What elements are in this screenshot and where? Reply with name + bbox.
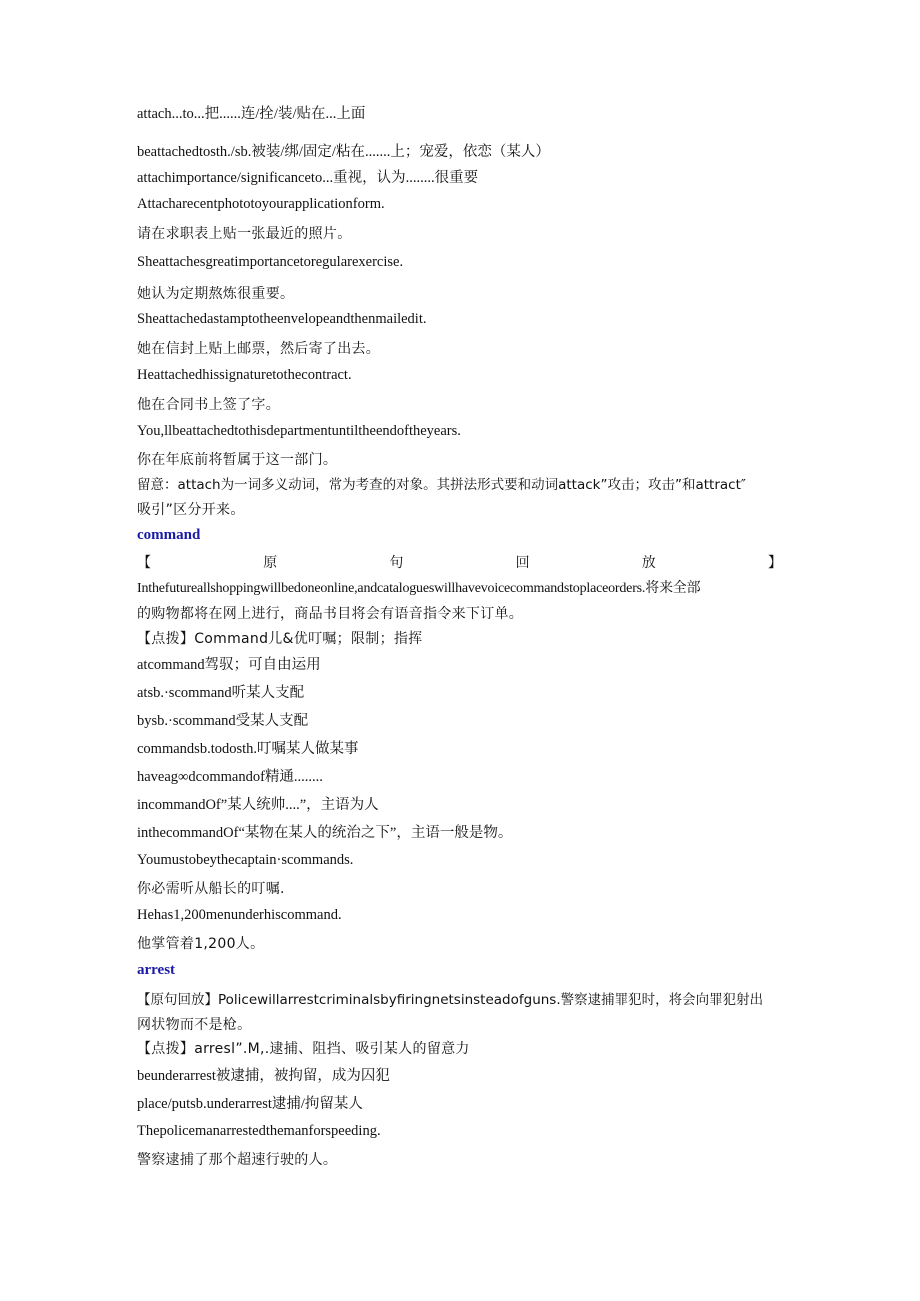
text-line: Youmustobeythecaptain·scommands.	[137, 852, 354, 868]
text-line: 吸引”区分开来。	[137, 502, 245, 518]
original-sentence-heading	[137, 553, 782, 573]
heading-char: 句	[389, 555, 404, 571]
text-line: 留意：attach为一词多义动词，常为考查的对象。其拼法形式要和动词attack”攻击；攻击”和attract″	[137, 477, 746, 493]
text-line: Sheattachedastamptotheenvelopeandthenmailedit.	[137, 311, 427, 327]
text-line: 她认为定期熬炼很重要。	[137, 286, 295, 302]
text-line: 请在求职表上贴一张最近的照片。	[137, 226, 352, 242]
heading-char: 】	[767, 555, 782, 571]
text-line: 【点拨】Command儿&优叮嘱；限制；指挥	[137, 631, 423, 647]
heading-char: 回	[515, 555, 530, 571]
heading-char: 原	[263, 555, 278, 571]
text-line: attachimportance/significanceto...重视，认为........很重要	[137, 170, 479, 186]
text-line: inthecommandOf“某物在某人的统治之下”，主语一般是物。	[137, 825, 513, 841]
text-line: 你必需听从船长的叮嘱.	[137, 881, 285, 897]
section-heading-arrest: arrest	[137, 962, 176, 978]
text-line: Thepolicemanarrestedthemanforspeeding.	[137, 1123, 381, 1139]
text-line: atcommand驾驭；可自由运用	[137, 657, 321, 673]
text-line: 警察逮捕了那个超速行驶的人。	[137, 1152, 338, 1168]
heading-char: 放	[641, 555, 656, 571]
text-line: 他在合同书上签了字。	[137, 397, 280, 413]
text-line: 【点拨】arresl”.M,.逮捕、阻挡、吸引某人的留意力	[137, 1041, 470, 1057]
text-line: 她在信封上贴上邮票，然后寄了出去。	[137, 341, 381, 357]
heading-char: 【	[137, 555, 151, 571]
text-line: 他掌管着1,200人。	[137, 936, 265, 952]
section-heading-command: command	[137, 527, 201, 543]
text-line: Hehas1,200menunderhiscommand.	[137, 907, 342, 923]
text-line: Attacharecentphototoyourapplicationform.	[137, 196, 385, 212]
text-line: beunderarrest被逮捕，被拘留，成为囚犯	[137, 1068, 390, 1084]
text-line: Inthefutureallshoppingwillbedoneonline,andcatalogueswillhavevoicecommandstoplaceorders.将来全部	[137, 581, 701, 596]
text-line: 你在年底前将暂属于这一部门。	[137, 452, 338, 468]
text-line: commandsb.todosth.叮嘱某人做某事	[137, 741, 359, 757]
text-line: incommandOf”某人统帅....”，主语为人	[137, 797, 379, 813]
text-line: You,llbeattachedtothisdepartmentuntiltheendoftheyears.	[137, 423, 461, 439]
text-line: bysb.·scommand受某人支配	[137, 713, 309, 729]
text-line: 【原句回放】Policewillarrestcriminalsbyfiringnetsinsteadofguns.警察逮捕罪犯时，将会向罪犯射出	[137, 992, 764, 1008]
text-line: attach...to...把......连/拴/装/贴在...上面	[137, 106, 366, 122]
text-line: 的购物都将在网上进行，商品书目将会有语音指令来下订单。	[137, 606, 524, 622]
text-line: beattachedtosth./sb.被装/绑/固定/粘在.......上；宠爱，依恋（某人）	[137, 144, 550, 160]
text-line: Sheattachesgreatimportancetoregularexercise.	[137, 254, 404, 270]
text-line: haveag∞dcommandof精通........	[137, 769, 323, 785]
text-line: Heattachedhissignaturetothecontract.	[137, 367, 352, 383]
text-line: atsb.·scommand听某人支配	[137, 685, 305, 701]
text-line: place/putsb.underarrest逮捕/拘留某人	[137, 1096, 363, 1112]
text-line: 网状物而不是枪。	[137, 1017, 252, 1033]
